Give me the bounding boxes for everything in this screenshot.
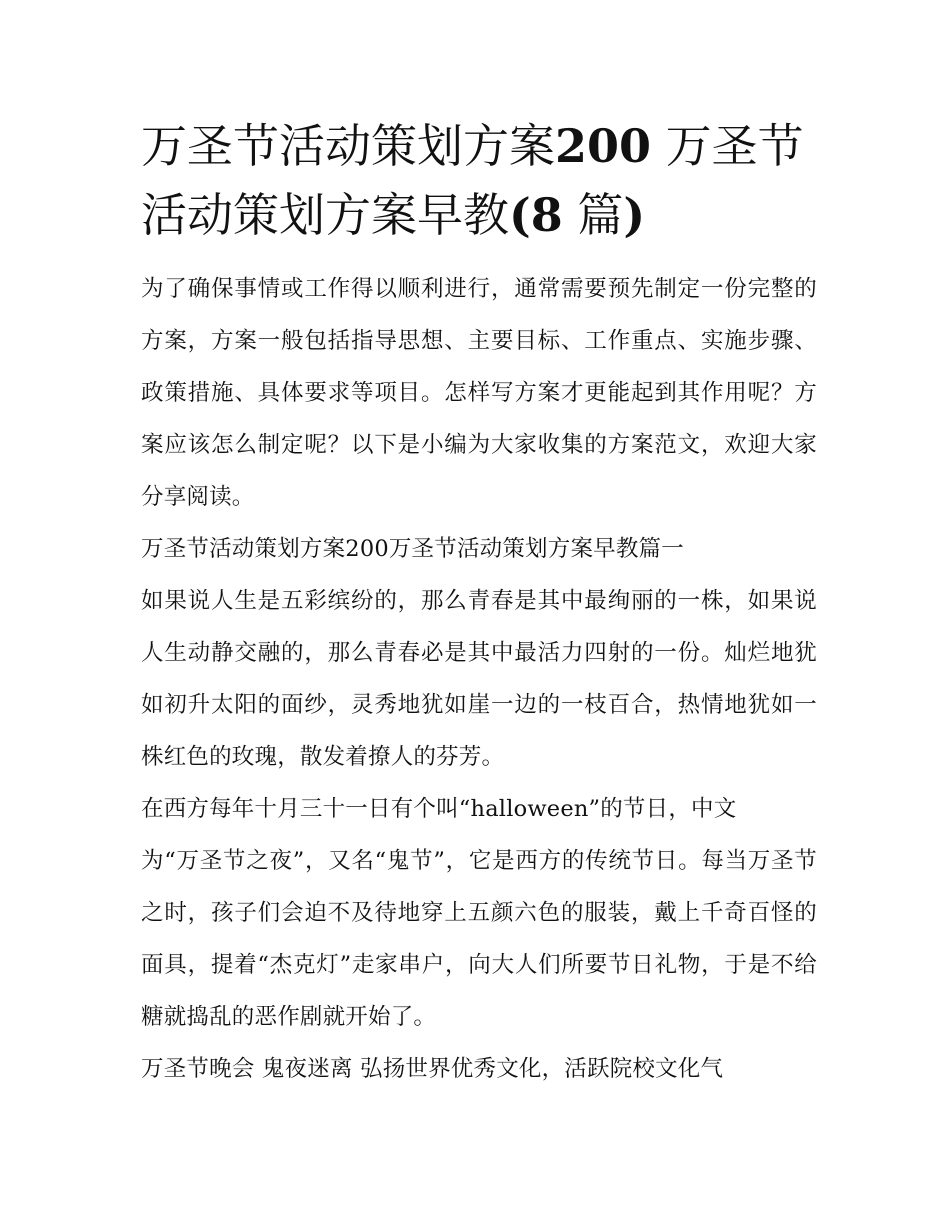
paragraph-3: 万圣节晚会 鬼夜迷离 弘扬世界优秀文化，活跃院校文化气 — [141, 1056, 724, 1082]
intro-paragraph: 为了确保事情或工作得以顺利进行，通常需要预先制定一份完整的方案，方案一般包括指导思想、主要目标、工作重点、实施步骤、政策措施、具体要求等项目。怎样写方案才更能起到其作用呢？方案应该怎么制定呢？以下是小编为大家收集的方案范文，欢迎大家分享阅读。 — [141, 276, 817, 510]
title-part1: 万圣节活动策划方案 — [141, 119, 555, 173]
document-page — [141, 112, 817, 1095]
title-part3: 篇 — [577, 188, 624, 242]
title-part2: 万圣节活动策划方案早教 — [141, 119, 804, 242]
paragraph-2-rest: 为“万圣节之夜”，又名“鬼节”，它是西方的传统节日。每当万圣节之时，孩子们会迫不及待地穿上五颜六色的服装，戴上千奇百怪的面具，提着“杰克灯”走家串户，向大人们所要节日礼物，于是不给糖就捣乱的恶作剧就开始了。 — [141, 848, 817, 1030]
paragraph-1: 如果说人生是五彩缤纷的，那么青春是其中最绚丽的一株，如果说人生动静交融的，那么青春必是其中最活力四射的一份。灿烂地犹如初升太阳的面纱，灵秀地犹如崖一边的一枝百合，热情地犹如一株红色的玫瑰，散发着撩人的芬芳。 — [141, 588, 817, 770]
title-paren-close: ) — [623, 188, 646, 242]
paragraph-2-line-1: 在西方每年十月三十一日有个叫“halloween”的节日，中文 — [141, 796, 737, 822]
document-body — [141, 263, 817, 1095]
title-paren-open: ( — [509, 188, 531, 242]
title-number: 200 — [555, 119, 652, 173]
section-heading: 万圣节活动策划方案200万圣节活动策划方案早教篇一 — [141, 536, 684, 562]
title-number-2: 8 — [530, 188, 563, 242]
document-title — [141, 112, 817, 250]
